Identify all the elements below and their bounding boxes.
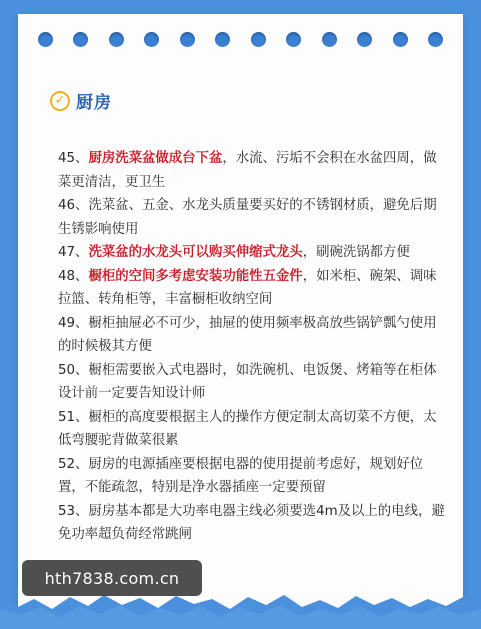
list-item: 45、厨房洗菜盆做成台下盆，水流、污垢不会积在水盆四周，做菜更清洁，更卫生 [58, 151, 437, 190]
list-item: 46、洗菜盆、五金、水龙头质量要买好的不锈钢材质，避免后期生锈影响使用 [58, 198, 437, 237]
binder-hole [286, 32, 301, 47]
check-circle-icon: ✓ [50, 91, 70, 111]
list-item: 52、厨房的电源插座要根据电器的使用提前考虑好，规划好位置，不能疏忽，特别是净水器插座一定要预留 [58, 456, 424, 495]
binder-holes [38, 32, 443, 47]
list-item: 53、厨房基本都是大功率电器主线必须要选4m及以上的电线，避免功率超负荷经常跳闸 [58, 503, 445, 542]
section-title: 厨房 [76, 93, 112, 113]
list-item: 48、橱柜的空间多考虑安装功能性五金件，如米柜、碗架、调味拉篮、转角柜等，丰富橱柜收纳空间 [58, 268, 437, 307]
binder-hole [144, 32, 159, 47]
list-item: 50、橱柜需要嵌入式电器时，如洗碗机、电饭煲、烤箱等在柜体设计前一定要告知设计师 [58, 362, 437, 401]
list-item: 47、洗菜盆的水龙头可以购买伸缩式龙头，刷碗洗锅都方便 [58, 245, 410, 260]
binder-hole [180, 32, 195, 47]
binder-hole [215, 32, 230, 47]
section-heading [50, 88, 112, 113]
notebook-card [18, 14, 463, 615]
binder-hole [357, 32, 372, 47]
binder-hole [38, 32, 53, 47]
tips-list [58, 147, 446, 547]
binder-hole [251, 32, 266, 47]
list-item: 51、橱柜的高度要根据主人的操作方便定制太高切菜不方便，太低弯腰驼背做菜很累 [58, 409, 437, 448]
binder-hole [428, 32, 443, 47]
watermark: hth7838.com.cn [22, 560, 202, 596]
binder-hole [109, 32, 124, 47]
binder-hole [393, 32, 408, 47]
binder-hole [322, 32, 337, 47]
binder-hole [73, 32, 88, 47]
list-item: 49、橱柜抽屉必不可少，抽屉的使用频率极高放些锅铲瓢勺使用的时候极其方便 [58, 315, 437, 354]
